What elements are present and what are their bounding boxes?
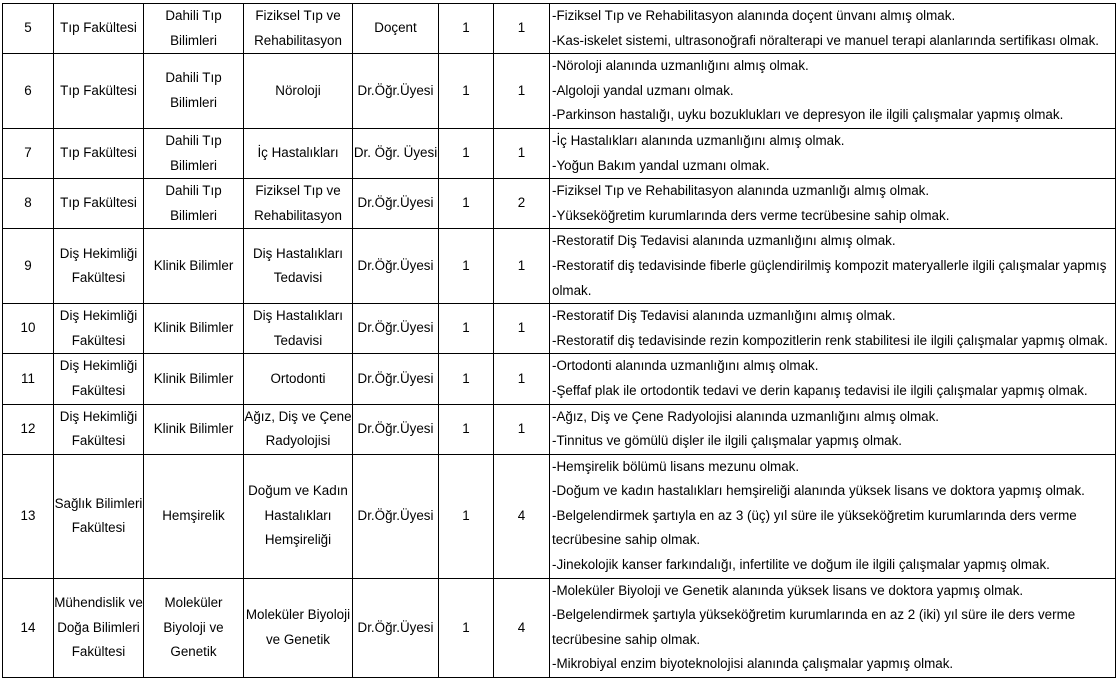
department-cell-text: Klinik Bilimler: [153, 257, 234, 273]
degree-cell-text: 1: [462, 195, 470, 211]
requirements-cell: [550, 404, 1116, 454]
requirement-line: -Tinnitus ve gömülü dişler ile ilgili çalışmalar yapmış olmak.: [552, 433, 903, 449]
requirement-line: -Jinekolojik kanser farkındalığı, infertilite ve doğum ile ilgili çalışmalar yapmış olmak.: [552, 557, 1050, 573]
requirement-line: -Ortodonti alanında uzmanlığını almış olmak.: [552, 358, 819, 374]
title-cell: [353, 54, 439, 129]
faculty-cell: [54, 578, 144, 677]
degree-cell: [439, 179, 494, 229]
requirement-line: -Restoratif Diş Tedavisi alanında uzmanlığını almış olmak.: [552, 233, 896, 249]
requirement-line: -Ağız, Diş ve Çene Radyolojisi alanında uzmanlığını almış olmak.: [552, 408, 940, 424]
requirement-line: -Şeffaf plak ile ortodontik tedavi ve derin kapanış tedavisi ile ilgili çalışmalar yapmış olmak.: [552, 382, 1088, 398]
requirement-line: -Fiziksel Tıp ve Rehabilitasyon alanında doçent ünvanı almış olmak.: [552, 8, 956, 23]
faculty-cell: [54, 54, 144, 129]
requirement-line: -Nöroloji alanında uzmanlığını almış olmak.: [552, 58, 809, 74]
title-cell: [353, 578, 439, 677]
department-cell-text: Dahili Tıp Bilimleri: [165, 183, 222, 223]
count-cell-text: 4: [517, 619, 526, 635]
count-cell-text: 1: [517, 145, 526, 161]
faculty-cell: [54, 454, 144, 578]
program-cell: [244, 128, 353, 178]
row-number-text: 12: [20, 420, 36, 436]
requirement-line: -Yükseköğretim kurumlarında ders verme tecrübesine sahip olmak.: [552, 207, 950, 223]
count-cell: [494, 54, 550, 129]
degree-cell: [439, 404, 494, 454]
degree-cell: [439, 54, 494, 129]
requirement-line: -Restoratif Diş Tedavisi alanında uzmanlığını almış olmak.: [552, 308, 896, 324]
title-cell: [353, 229, 439, 304]
requirement-line: -Restoratif diş tedavisinde fiberle güçlendirilmiş kompozit materyallerle ilgili çalışmalar yapmış olmak.: [552, 257, 1107, 298]
count-cell-text: 1: [517, 370, 526, 386]
degree-cell: [439, 304, 494, 354]
title-cell-text: Dr.Öğr.Üyesi: [357, 195, 434, 211]
requirement-line: -Yoğun Bakım yandal uzmanı olmak.: [552, 157, 770, 173]
faculty-cell-text: Diş Hekimliği Fakültesi: [59, 358, 138, 398]
title-cell-text: Dr.Öğr.Üyesi: [357, 619, 434, 635]
faculty-cell-text: Tıp Fakültesi: [60, 20, 137, 36]
faculty-cell: [54, 128, 144, 178]
count-cell: [494, 354, 550, 404]
program-cell-text: Diş Hastalıkları Tedavisi: [252, 308, 344, 348]
department-cell: [144, 354, 244, 404]
requirements-cell: [550, 128, 1116, 178]
title-cell: [353, 404, 439, 454]
faculty-cell-text: Mühendislik ve Doğa Bilimleri Fakültesi: [54, 594, 143, 660]
positions-table: [2, 3, 1116, 678]
requirement-line: -Restoratif diş tedavisinde rezin kompozitlerin renk stabilitesi ile ilgili çalışmalar yapmış olmak.: [552, 332, 1108, 348]
program-cell-text: Ağız, Diş ve Çene Radyolojisi: [244, 408, 352, 449]
table-row: [3, 179, 1116, 229]
program-cell: [244, 304, 353, 354]
table-row: [3, 304, 1116, 354]
faculty-cell: [54, 404, 144, 454]
row-number: [3, 128, 54, 178]
department-cell: [144, 54, 244, 129]
table-row: [3, 4, 1116, 54]
department-cell: [144, 578, 244, 677]
title-cell-text: Dr.Öğr.Üyesi: [357, 420, 434, 436]
degree-cell-text: 1: [462, 370, 470, 386]
requirements-cell: [550, 229, 1116, 304]
row-number: [3, 454, 54, 578]
department-cell-text: Klinik Bilimler: [153, 420, 234, 436]
requirement-line: -Belgelendirmek şartıyla yükseköğretim kurumlarında en az 2 (iki) yıl süre ile ders verme tecrübesine sahip olmak.: [552, 607, 1076, 647]
faculty-cell: [54, 4, 144, 54]
row-number: [3, 404, 54, 454]
count-cell-text: 1: [517, 257, 526, 273]
table-row: [3, 54, 1116, 129]
department-cell: [144, 4, 244, 54]
requirement-line: -Kas-iskelet sistemi, ultrasonoğrafi nöralterapi ve manuel terapi alanlarında sertifikası olmak.: [552, 32, 1100, 48]
title-cell-text: Dr.Öğr.Üyesi: [357, 257, 434, 273]
requirements-cell: [550, 304, 1116, 354]
positions-table-body: [3, 4, 1116, 678]
program-cell: [244, 454, 353, 578]
count-cell: [494, 404, 550, 454]
count-cell: [494, 578, 550, 677]
degree-cell: [439, 128, 494, 178]
department-cell: [144, 404, 244, 454]
row-number: [3, 4, 54, 54]
faculty-cell: [54, 354, 144, 404]
faculty-cell-text: Sağlık Bilimleri Fakültesi: [54, 495, 143, 536]
faculty-cell-text: Tıp Fakültesi: [60, 145, 137, 161]
row-number-text: 11: [21, 370, 35, 386]
table-row: [3, 354, 1116, 404]
department-cell-text: Dahili Tıp Bilimleri: [165, 70, 222, 111]
program-cell: [244, 404, 353, 454]
row-number: [3, 179, 54, 229]
department-cell-text: Dahili Tıp Bilimleri: [165, 8, 222, 48]
degree-cell: [439, 578, 494, 677]
program-cell-text: Ortodonti: [270, 370, 326, 386]
row-number-text: 14: [20, 619, 36, 635]
requirement-line: -İç Hastalıkları alanında uzmanlığını almış olmak.: [552, 132, 845, 148]
requirement-line: -Parkinson hastalığı, uyku bozuklukları ve depresyon ile ilgili çalışmalar yapmış olmak.: [552, 107, 1064, 123]
program-cell-text: Fiziksel Tıp ve Rehabilitasyon: [254, 183, 342, 223]
row-number-text: 8: [24, 195, 32, 211]
program-cell: [244, 229, 353, 304]
degree-cell-text: 1: [462, 320, 470, 336]
requirement-line: -Hemşirelik bölümü lisans mezunu olmak.: [552, 458, 800, 474]
count-cell: [494, 304, 550, 354]
row-number: [3, 304, 54, 354]
requirements-cell: [550, 4, 1116, 54]
faculty-cell-text: Tıp Fakültesi: [60, 195, 137, 211]
title-cell-text: Dr.Öğr.Üyesi: [357, 320, 434, 336]
department-cell: [144, 179, 244, 229]
row-number: [3, 54, 54, 129]
requirements-cell: [550, 454, 1116, 578]
program-cell: [244, 578, 353, 677]
title-cell: [353, 128, 439, 178]
faculty-cell-text: Diş Hekimliği Fakültesi: [59, 308, 138, 348]
program-cell: [244, 54, 353, 129]
row-number: [3, 354, 54, 404]
degree-cell-text: 1: [462, 257, 470, 273]
department-cell: [144, 304, 244, 354]
department-cell-text: Dahili Tıp Bilimleri: [165, 132, 222, 173]
count-cell-text: 1: [517, 20, 526, 36]
program-cell: [244, 179, 353, 229]
degree-cell-text: 1: [462, 507, 470, 523]
count-cell-text: 1: [517, 320, 526, 336]
faculty-cell-text: Tıp Fakültesi: [60, 82, 137, 98]
program-cell-text: Moleküler Biyoloji ve Genetik: [245, 607, 351, 647]
row-number: [3, 578, 54, 677]
table-row: [3, 128, 1116, 178]
faculty-cell: [54, 179, 144, 229]
title-cell: [353, 454, 439, 578]
row-number-text: 7: [24, 145, 32, 161]
degree-cell: [439, 4, 494, 54]
count-cell: [494, 454, 550, 578]
title-cell-text: Dr.Öğr.Üyesi: [357, 370, 434, 386]
program-cell: [244, 4, 353, 54]
faculty-cell-text: Diş Hekimliği Fakültesi: [59, 245, 138, 286]
degree-cell-text: 1: [462, 20, 470, 36]
count-cell-text: 1: [517, 420, 526, 436]
requirements-cell: [550, 354, 1116, 404]
table-row: [3, 404, 1116, 454]
requirements-cell: [550, 54, 1116, 129]
program-cell-text: Fiziksel Tıp ve Rehabilitasyon: [254, 8, 342, 48]
count-cell: [494, 128, 550, 178]
count-cell-text: 1: [517, 82, 526, 98]
degree-cell: [439, 229, 494, 304]
program-cell-text: Doğum ve Kadın Hastalıkları Hemşireliği: [248, 483, 348, 548]
program-cell-text: Diş Hastalıkları Tedavisi: [252, 245, 344, 286]
requirement-line: -Belgelendirmek şartıyla en az 3 (üç) yıl süre ile yükseköğretim kurumlarında ders verme tecrübesine sahip olmak.: [552, 507, 1077, 548]
count-cell: [494, 229, 550, 304]
row-number-text: 13: [20, 507, 36, 523]
requirement-line: -Algoloji yandal uzmanı olmak.: [552, 82, 734, 98]
title-cell: [353, 354, 439, 404]
degree-cell: [439, 454, 494, 578]
department-cell-text: Klinik Bilimler: [153, 320, 234, 336]
title-cell-text: Doçent: [374, 20, 417, 36]
department-cell-text: Hemşirelik: [162, 507, 225, 523]
title-cell: [353, 304, 439, 354]
table-row: [3, 229, 1116, 304]
title-cell: [353, 179, 439, 229]
department-cell-text: Moleküler Biyoloji ve Genetik: [163, 594, 224, 660]
degree-cell-text: 1: [462, 420, 470, 436]
department-cell: [144, 454, 244, 578]
table-row: [3, 578, 1116, 677]
count-cell: [494, 179, 550, 229]
requirement-line: -Doğum ve kadın hastalıkları hemşireliği alanında yüksek lisans ve doktora yapmış olmak.: [552, 483, 1085, 499]
requirements-cell: [550, 578, 1116, 677]
title-cell-text: Dr. Öğr. Üyesi: [353, 145, 438, 161]
table-row: [3, 454, 1116, 578]
row-number-text: 10: [20, 320, 36, 336]
count-cell: [494, 4, 550, 54]
program-cell-text: Nöroloji: [275, 82, 321, 98]
count-cell-text: 4: [517, 507, 526, 523]
department-cell-text: Klinik Bilimler: [153, 370, 234, 386]
requirement-line: -Moleküler Biyoloji ve Genetik alanında yüksek lisans ve doktora yapmış olmak.: [552, 582, 1024, 598]
faculty-cell: [54, 229, 144, 304]
row-number-text: 6: [24, 82, 32, 98]
program-cell-text: İç Hastalıkları: [257, 145, 339, 161]
degree-cell-text: 1: [462, 619, 470, 635]
count-cell-text: 2: [517, 195, 526, 211]
degree-cell-text: 1: [462, 82, 470, 98]
title-cell-text: Dr.Öğr.Üyesi: [357, 82, 434, 98]
row-number: [3, 229, 54, 304]
faculty-cell: [54, 304, 144, 354]
department-cell: [144, 229, 244, 304]
degree-cell: [439, 354, 494, 404]
requirement-line: -Mikrobiyal enzim biyoteknolojisi alanında çalışmalar yapmış olmak.: [552, 656, 954, 672]
row-number-text: 9: [24, 257, 32, 273]
requirement-line: -Fiziksel Tıp ve Rehabilitasyon alanında uzmanlığı almış olmak.: [552, 183, 930, 199]
row-number-text: 5: [24, 20, 32, 36]
degree-cell-text: 1: [462, 145, 470, 161]
department-cell: [144, 128, 244, 178]
requirements-cell: [550, 179, 1116, 229]
faculty-cell-text: Diş Hekimliği Fakültesi: [59, 408, 138, 449]
title-cell: [353, 4, 439, 54]
program-cell: [244, 354, 353, 404]
title-cell-text: Dr.Öğr.Üyesi: [357, 507, 434, 523]
